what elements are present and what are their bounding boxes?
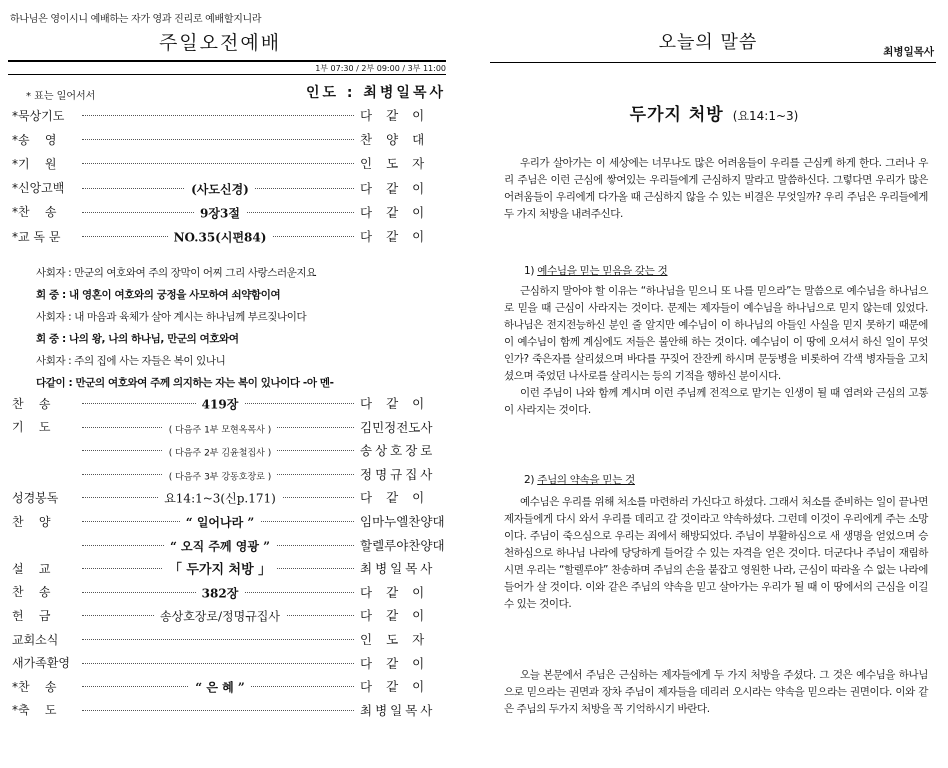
divider-thick	[8, 60, 446, 62]
order-content: (사도신경)	[185, 182, 255, 196]
point-1-paragraph-b: 이런 주님이 나와 함께 계시며 이런 주님께 전적으로 맡기는 인생이 될 때 염려와 근심의 고통이 사라지는 것이다.	[504, 387, 928, 416]
order-row	[12, 392, 446, 414]
order-content: NO.35(시편84)	[168, 231, 273, 245]
order-label: *묵상기도	[12, 108, 65, 123]
order-person	[360, 179, 446, 197]
order-person	[360, 465, 446, 483]
order-person	[360, 583, 446, 601]
order-label: 새가족환영	[12, 656, 70, 671]
order-person-name: 다같이	[360, 584, 439, 600]
point-1-number: 1)	[524, 265, 535, 277]
order-content-area	[80, 604, 360, 626]
order-person-name: 다같이	[360, 396, 439, 411]
order-label: *교 독 문	[12, 229, 61, 244]
sermon-page-title: 오늘의 말씀	[658, 32, 758, 53]
order-content-area	[80, 439, 360, 461]
order-label: 찬 송	[12, 585, 51, 600]
order-person-name: 다같이	[360, 679, 439, 695]
service-times: 1부 07:30 / 2부 09:00 / 3부 11:00	[315, 64, 446, 73]
order-content-area	[80, 392, 360, 414]
point-1-body	[504, 283, 928, 419]
order-content: 419장	[196, 398, 245, 412]
order-row	[12, 104, 446, 126]
intro-text: 우리가 살아가는 이 세상에는 너무나도 많은 어려움들이 우리를 근심케 하게 한다. 그러나 우리 주님은 이런 근심에 쌓여있는 우리들에게 근심하지 말라고 말씀하신다. 그렇다면 우리가 많은 어려움들이 우리에게 다가올 때 근심하지 않을 수 있는 비결은 무엇일까? 우리 주님은 우리들에게 두 가지 처방을 내려주신다.	[504, 157, 928, 220]
order-content-area	[80, 225, 360, 247]
order-content-area	[80, 104, 360, 126]
order-person	[360, 488, 446, 506]
order-label: 설 교	[12, 561, 51, 576]
order-content-area	[80, 510, 360, 532]
order-content-area	[80, 652, 360, 674]
order-row	[12, 510, 446, 532]
divider	[490, 62, 936, 63]
order-row	[12, 557, 446, 579]
order-content: 382장	[196, 586, 245, 600]
order-person-name: 정명규집사	[360, 466, 436, 482]
order-content-area	[80, 534, 360, 556]
dotted-leader	[82, 139, 354, 140]
order-row	[12, 439, 446, 461]
order-person	[360, 394, 446, 412]
order-person	[360, 106, 446, 124]
point-2-heading	[524, 472, 635, 487]
order-row	[12, 201, 446, 223]
motto-verse: 하나님은 영이시니 예배하는 자가 영과 진리로 예배할지니라	[10, 14, 262, 25]
order-person-name: 찬양대	[360, 132, 439, 148]
order-person	[360, 154, 446, 172]
order-person	[360, 630, 446, 648]
sermon-reference: (요14:1~3)	[732, 109, 799, 123]
order-content: “ 은 혜 ”	[189, 681, 251, 695]
order-person-name: 다같이	[360, 204, 439, 220]
sermon-author: 최병일목사	[883, 46, 934, 58]
order-row	[12, 604, 446, 626]
order-person-name: 인도자	[360, 156, 439, 172]
order-person	[360, 441, 446, 459]
order-person	[360, 203, 446, 221]
dotted-leader	[82, 115, 354, 116]
order-person-name: 최병일목사	[360, 561, 436, 577]
conclusion-paragraph	[504, 667, 928, 718]
order-person-name: 임마누엘찬양대	[360, 514, 445, 529]
order-person	[360, 130, 446, 148]
order-person-name: 다같이	[360, 655, 439, 671]
responsive-line: 다같이 : 만군의 여호와여 주께 의지하는 자는 복이 있나이다 -아 멘-	[36, 377, 334, 389]
order-row	[12, 628, 446, 650]
order-row	[12, 652, 446, 674]
order-row	[12, 581, 446, 603]
order-content-area	[80, 177, 360, 199]
sermon-page	[488, 0, 948, 768]
order-person-name: 할렐루야찬양대	[360, 537, 445, 553]
order-person-name: 다같이	[360, 108, 439, 123]
order-label: *찬 송	[12, 679, 57, 694]
order-content-area	[80, 128, 360, 150]
order-row	[12, 152, 446, 174]
responsive-line: 회 중 : 내 영혼이 여호와의 궁정을 사모하여 쇠약함이여	[36, 289, 281, 301]
order-label: *찬 송	[12, 205, 57, 220]
order-row	[12, 177, 446, 199]
order-label: *축 도	[12, 703, 57, 718]
order-content: ( 다음주 2부 김윤철집사 )	[163, 449, 277, 459]
standing-note: * 표는 일어서서	[26, 91, 96, 102]
order-content: “ 오직 주께 영광 ”	[164, 539, 276, 553]
order-content-area	[80, 463, 360, 485]
order-person-name: 다같이	[360, 608, 439, 624]
order-person	[360, 606, 446, 624]
order-label: *신앙고백	[12, 181, 65, 196]
order-content: 9장3절	[194, 206, 246, 220]
service-title: 주일오전예배	[158, 32, 282, 54]
order-row	[12, 128, 446, 150]
responsive-line: 회 중 : 나의 왕, 나의 하나님, 만군의 여호와여	[36, 333, 239, 345]
order-row	[12, 699, 446, 721]
order-content-area	[80, 486, 360, 508]
order-label: 헌 금	[12, 608, 51, 623]
order-person-name: 다같이	[360, 490, 439, 506]
order-person	[360, 559, 446, 577]
dotted-leader	[82, 710, 354, 711]
order-person	[360, 536, 446, 554]
order-person	[360, 701, 446, 719]
point-1-title: 예수님을 믿는 믿음을 갖는 것	[537, 265, 668, 277]
order-person	[360, 512, 446, 530]
order-label: 기 도	[12, 420, 51, 435]
order-content: ( 다음주 3부 강동호장로 )	[163, 472, 277, 482]
order-row	[12, 486, 446, 508]
order-content-area	[80, 675, 360, 697]
order-label: 교회소식	[12, 632, 59, 647]
order-person	[360, 654, 446, 672]
conclusion-text: 오늘 본문에서 주님은 근심하는 제자들에게 두 가지 처방을 주셨다. 그 것은 예수님을 하나님으로 믿으라는 권면과 장차 주님이 제자들을 데리러 오시라는 약속을 믿으라는 권면이다. 이와 같은 주님의 두가지 처방을 꼭 기억하시기 바란다.	[504, 669, 928, 715]
order-person	[360, 227, 446, 245]
intro-paragraph	[504, 155, 928, 223]
order-content: 송상호장로/정명규집사	[154, 610, 286, 624]
responsive-reading	[36, 262, 436, 394]
point-1-heading	[524, 263, 668, 278]
responsive-line: 사회자 : 주의 집에 사는 자들은 복이 있나니	[36, 355, 226, 367]
order-person-name: 최병일목사	[360, 702, 436, 718]
order-row	[12, 225, 446, 247]
order-content: 「 두가지 처방 」	[163, 563, 277, 578]
order-label: *송 영	[12, 132, 57, 147]
order-content-area	[80, 699, 360, 721]
order-label: 찬 송	[12, 396, 51, 411]
order-person	[360, 677, 446, 695]
order-row	[12, 416, 446, 438]
order-content-area	[80, 581, 360, 603]
divider-thin	[8, 74, 446, 75]
order-person-name: 다같이	[360, 229, 439, 244]
point-2-number: 2)	[524, 474, 535, 486]
order-person-name: 다같이	[360, 180, 439, 196]
order-content-area	[80, 557, 360, 579]
bulletin-order-page	[0, 0, 462, 768]
dotted-leader	[82, 663, 354, 664]
order-content: 요14:1~3(신p.171)	[158, 492, 282, 506]
point-2-title: 주님의 약속을 믿는 것	[537, 474, 635, 486]
service-leader: 인도 : 최병일목사	[305, 85, 446, 101]
order-content-area	[80, 628, 360, 650]
order-row	[12, 463, 446, 485]
order-content-area	[80, 201, 360, 223]
order-label: *기 원	[12, 156, 57, 171]
sermon-heading	[488, 100, 940, 125]
point-2-paragraph: 예수님은 우리를 위해 처소를 마련하러 가신다고 하셨다. 그래서 처소를 준비하는 일이 끝나면 제자들에게 다시 와서 우리를 데리고 갈 것이라고 약속하셨다. 그런데 이것이 우리에게 주는 소망이다. 주님이 죽으심으로 우리는 죄에서 해방되었다. 주님이 부활하심으로 새 생명을 얻었으며 승천하심으로 하나님 나라에 당당하게 들어갈 수 있는 자격을 얻은 것이다. 더군다나 주님이 재림하시면 우리는 “할렐루야” 찬송하며 주님의 손을 붙잡고 영원한 나라, 근심이 따라올 수 없는 나라에 들어가 살 것이다. 이와 같은 주님의 약속을 믿고 살아가는 우리가 될 때 이 땅에서의 근심을 이길 수 있는 것이다.	[504, 496, 928, 610]
order-person-name: 김민정전도사	[360, 419, 433, 435]
order-person-name: 인도자	[360, 632, 439, 647]
dotted-leader	[82, 163, 354, 164]
order-content: “ 일어나라 ”	[180, 516, 261, 530]
sermon-title: 두가지 처방	[629, 105, 724, 125]
order-label: 성경봉독	[12, 490, 59, 505]
order-label: 찬 양	[12, 514, 51, 529]
responsive-line: 사회자 : 내 마음과 육체가 살아 계시는 하나님께 부르짖나이다	[36, 311, 307, 323]
responsive-line: 사회자 : 만군의 여호와여 주의 장막이 어찌 그리 사랑스러운지요	[36, 267, 316, 279]
order-person-name: 송상호장로	[360, 443, 436, 459]
order-content-area	[80, 416, 360, 438]
order-row	[12, 675, 446, 697]
order-person	[360, 418, 446, 436]
order-content: ( 다음주 1부 모현옥목사 )	[163, 425, 277, 435]
dotted-leader	[82, 639, 354, 640]
point-1-paragraph-a: 근심하지 말아야 할 이유는 “하나님을 믿으니 또 나를 믿으라”는 말씀으로 예수님을 하나님으로 믿을 때 근심이 사라지는 것이다. 문제는 제자들이 예수님을 하나님으로 믿지 않는데 있었다. 하나님은 전지전능하신 분인 줄 알지만 예수님이 이 하나님의 아들인 사실을 믿지 못하기 때문에 이 예수님이 함께 계심에도 저들은 불안해 하는 것이다. 예수님이 이 땅에 오셔서 하신 일이 무엇인가? 죽은자를 살리셨으며 바다를 꾸짖어 잔잔케 하시며 문둥병을 비롯하여 각색 병자들을 고치셨으며 죽었던 나사로를 살리시는 등의 기적을 행하신 분이시다.	[504, 285, 928, 382]
order-content-area	[80, 152, 360, 174]
order-row	[12, 534, 446, 556]
point-2-body	[504, 494, 928, 613]
